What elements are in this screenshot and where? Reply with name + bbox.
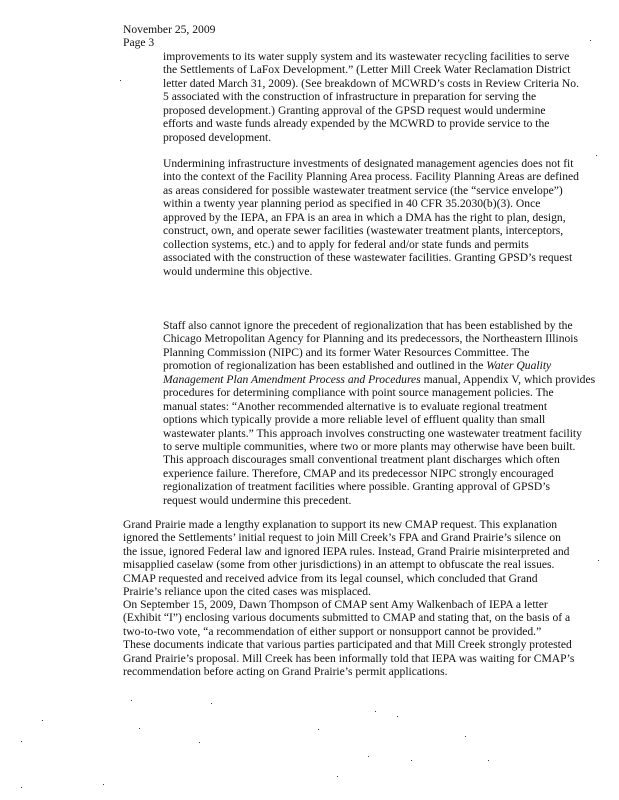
text-segment: collection systems, etc.) and to apply for federal and/or state funds and permits bbox=[163, 237, 529, 251]
text-segment: request would undermine this precedent. bbox=[163, 493, 352, 507]
text-line bbox=[163, 453, 595, 466]
page-number: Page 3 bbox=[123, 36, 155, 49]
text-line bbox=[163, 413, 595, 426]
paragraph-cmap-letter bbox=[123, 598, 574, 679]
text-line bbox=[163, 386, 595, 399]
text-segment: These documents indicate that various parties participated and that Mill Creek strongly protested bbox=[123, 638, 572, 652]
text-segment: procedures for determining compliance with point source management policies. The bbox=[163, 386, 554, 400]
text-segment: approved by the IEPA, an FPA is an area in which a DMA has the right to plan, design, bbox=[163, 210, 566, 224]
paragraph-regionalization-precedent bbox=[163, 319, 595, 507]
text-segment: Grand Prairie’s proposal. Mill Creek has been informally told that IEPA was waiting for CMAP’s bbox=[123, 651, 575, 665]
text-segment: Prairie’s reliance upon the cited cases was misplaced. bbox=[123, 585, 371, 599]
text-segment: options which typically provide a more reliable level of effluent quality than small bbox=[163, 413, 546, 427]
text-segment: Grand Prairie made a lengthy explanation to support its new CMAP request. This explanation bbox=[123, 518, 558, 531]
text-segment: ignored the Settlements’ initial request to join Mill Creek’s FPA and Grand Prairie’s silence on bbox=[123, 531, 561, 545]
text-line bbox=[123, 518, 569, 531]
text-line bbox=[163, 90, 579, 103]
text-line bbox=[163, 373, 595, 386]
text-segment: construct, own, and operate sewer facilities (wastewater treatment plants, interceptors, bbox=[163, 224, 564, 238]
text-line bbox=[163, 467, 595, 480]
text-line bbox=[163, 238, 579, 251]
italic-text-segment: Water Quality bbox=[486, 359, 552, 373]
text-segment: Chicago Metropolitan Agency for Planning and its predecessors, the Northeastern Illinois bbox=[163, 332, 579, 346]
text-line bbox=[123, 585, 569, 598]
text-line bbox=[123, 665, 574, 678]
text-segment: as areas considered for possible wastewater treatment service (the “service envelope”) bbox=[163, 183, 563, 197]
text-segment: to serve multiple communities, where two or more plants may otherwise have been built. bbox=[163, 439, 576, 453]
text-segment: 5 associated with the construction of infrastructure in preparation for serving the bbox=[163, 90, 537, 104]
text-line bbox=[123, 598, 574, 611]
text-segment: CMAP requested and received advice from its legal counsel, which concluded that Grand bbox=[123, 571, 538, 585]
text-segment: the issue, ignored Federal law and ignored IEPA rules. Instead, Grand Prairie misinterpreted and bbox=[123, 544, 570, 558]
text-segment: promotion of regionalization has been established and outlined in the bbox=[163, 359, 487, 373]
text-line bbox=[163, 440, 595, 453]
text-line bbox=[163, 251, 579, 264]
text-line bbox=[163, 224, 579, 237]
text-segment: Staff also cannot ignore the precedent of regionalization that has been established by the bbox=[163, 319, 573, 332]
text-segment: Planning Commission (NIPC) and its former Water Resources Committee. The bbox=[163, 345, 530, 359]
text-line bbox=[163, 184, 579, 197]
text-segment: improvements to its water supply system and its wastewater recycling facilities to serve bbox=[163, 50, 570, 63]
text-segment: wastewater plants.” This approach involves constructing one wastewater treatment facility bbox=[163, 426, 582, 440]
text-line bbox=[123, 625, 574, 638]
text-segment: This approach discourages small conventional treatment plant discharges which often bbox=[163, 453, 560, 467]
text-line bbox=[163, 332, 595, 345]
text-line bbox=[163, 50, 579, 63]
text-segment: misapplied caselaw (some from other jurisdictions) in an attempt to obfuscate the real issues. bbox=[123, 558, 555, 572]
text-segment: would undermine this objective. bbox=[163, 264, 313, 278]
text-segment: manual states: “Another recommended alternative is to evaluate regional treatment bbox=[163, 399, 548, 413]
text-line bbox=[163, 359, 595, 372]
text-line bbox=[123, 572, 569, 585]
text-segment: proposed development. bbox=[163, 130, 272, 144]
paragraph-mcwrd-costs bbox=[163, 50, 579, 144]
text-line bbox=[123, 531, 569, 544]
text-segment: Undermining infrastructure investments of designated management agencies does not fit bbox=[163, 157, 574, 170]
text-line bbox=[163, 480, 595, 493]
text-line bbox=[163, 131, 579, 144]
text-line bbox=[163, 319, 595, 332]
text-line bbox=[123, 638, 574, 651]
text-line bbox=[163, 170, 579, 183]
text-line bbox=[163, 494, 595, 507]
text-line bbox=[163, 77, 579, 90]
text-line bbox=[163, 117, 579, 130]
text-line bbox=[163, 104, 579, 117]
text-segment: letter dated March 31, 2009). (See breakdown of MCWRD’s costs in Review Criteria No. bbox=[163, 76, 579, 90]
text-line bbox=[123, 545, 569, 558]
text-line bbox=[163, 265, 579, 278]
text-segment: two-to-two vote, “a recommendation of either support or nonsupport cannot be provided.” bbox=[123, 624, 542, 638]
letter-date: November 25, 2009 bbox=[123, 23, 216, 36]
text-line bbox=[123, 558, 569, 571]
text-segment: the Settlements of LaFox Development.” (Letter Mill Creek Water Reclamation District bbox=[163, 63, 571, 77]
text-segment: experience failure. Therefore, CMAP and its predecessor NIPC strongly encouraged bbox=[163, 466, 554, 480]
text-line bbox=[163, 400, 595, 413]
text-segment: efforts and waste funds already expended by the MCWRD to provide service to the bbox=[163, 117, 550, 131]
text-line bbox=[123, 611, 574, 624]
text-line bbox=[123, 652, 574, 665]
text-line bbox=[163, 346, 595, 359]
text-line bbox=[163, 427, 595, 440]
text-segment: within a twenty year planning period as specified in 40 CFR 35.2030(b)(3). Once bbox=[163, 197, 541, 211]
text-segment: recommendation before acting on Grand Prairie’s permit applications. bbox=[123, 665, 448, 679]
text-segment: regionalization of treatment facilities where possible. Granting approval of GPSD’s bbox=[163, 480, 550, 494]
text-line bbox=[163, 197, 579, 210]
text-segment: proposed development.) Granting approval of the GPSD request would undermine bbox=[163, 103, 546, 117]
paragraph-grand-prairie-explanation bbox=[123, 518, 569, 599]
text-segment: into the context of the Facility Planning Area process. Facility Planning Areas are defined bbox=[163, 170, 579, 184]
paragraph-facility-planning-areas bbox=[163, 157, 579, 278]
italic-text-segment: Management Plan Amendment Process and Procedures bbox=[163, 372, 421, 386]
text-segment: associated with the construction of these wastewater facilities. Granting GPSD’s request bbox=[163, 251, 573, 265]
text-line bbox=[163, 157, 579, 170]
text-line bbox=[163, 63, 579, 76]
text-segment: On September 15, 2009, Dawn Thompson of CMAP sent Amy Walkenbach of IEPA a letter bbox=[123, 598, 548, 611]
text-line bbox=[163, 211, 579, 224]
text-segment: (Exhibit “I”) enclosing various documents submitted to CMAP and stating that, on the basis of a bbox=[123, 611, 571, 625]
text-segment: manual, Appendix V, which provides bbox=[420, 372, 596, 386]
